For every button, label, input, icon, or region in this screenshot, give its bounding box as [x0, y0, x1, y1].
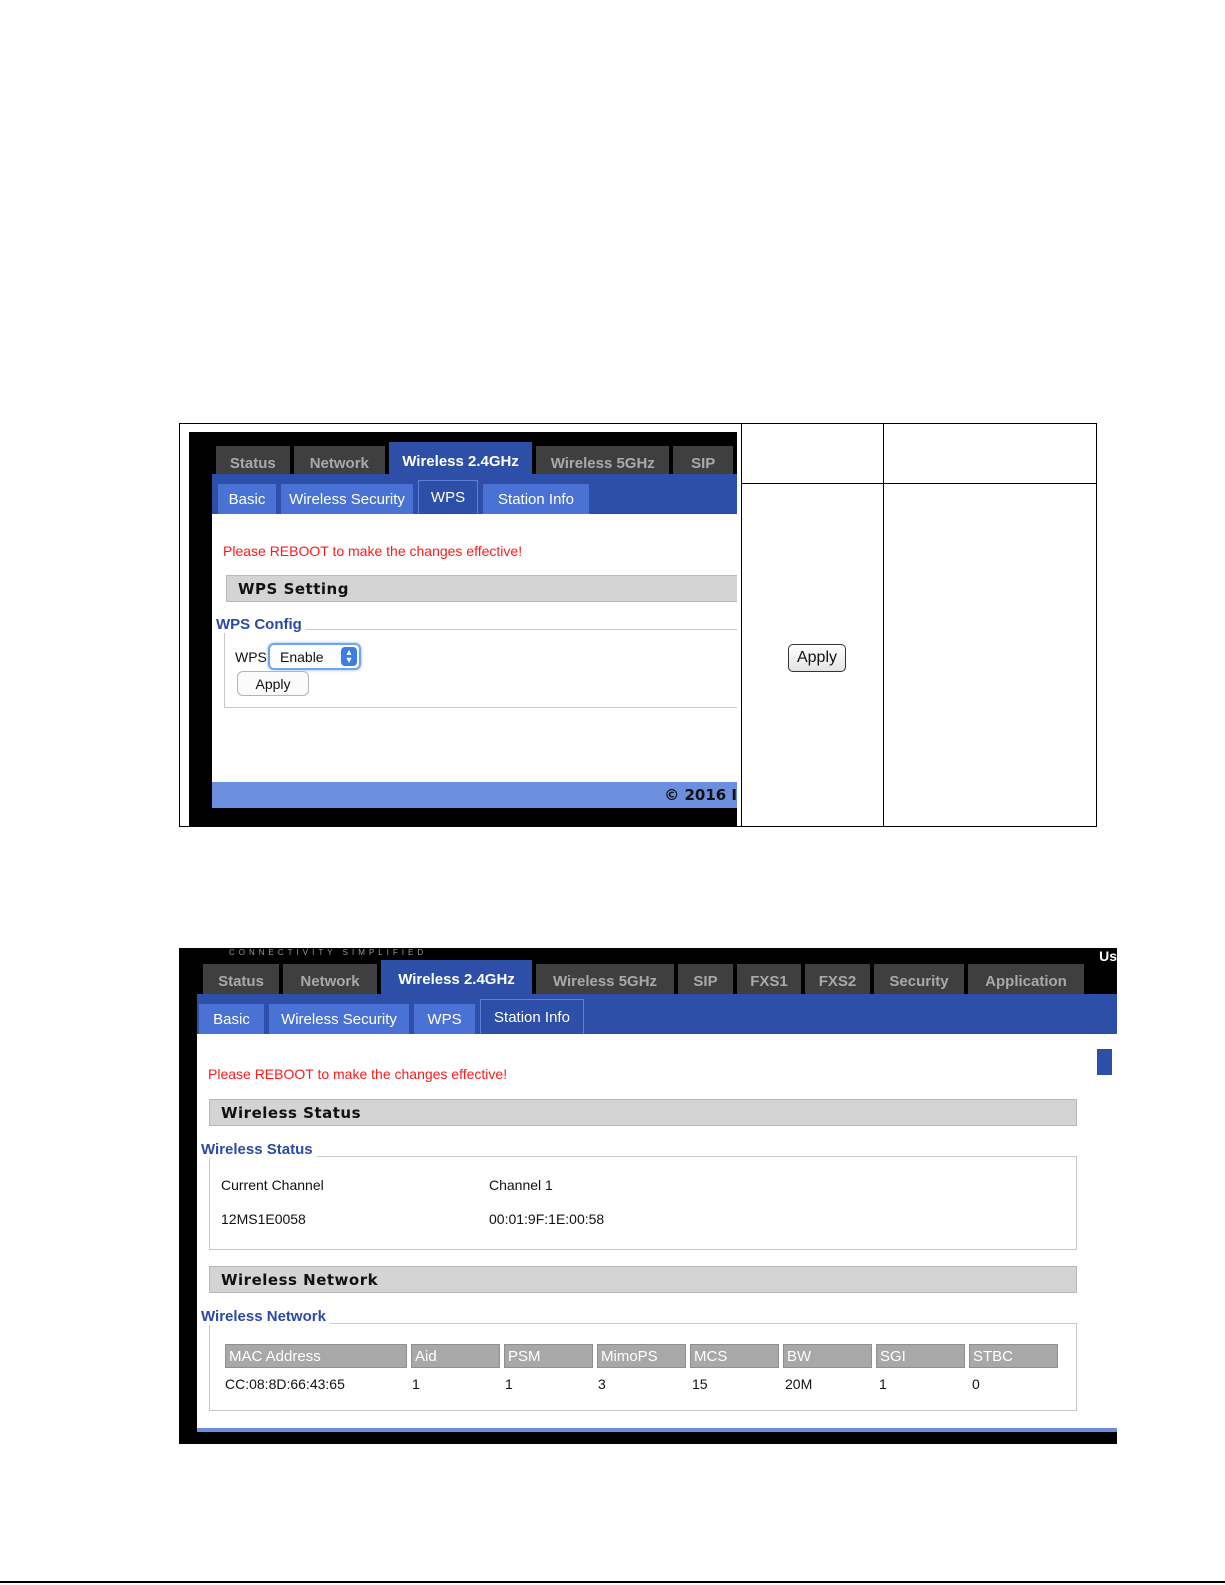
column-header-mimops: MimoPS: [597, 1344, 686, 1368]
wireless-status-legend: Wireless Status: [201, 1141, 317, 1158]
tab-network[interactable]: Network: [283, 964, 377, 998]
subtab-basic[interactable]: Basic: [218, 484, 276, 514]
brand-tagline: CONNECTIVITY SIMPLIFIED: [229, 948, 428, 957]
tab-status[interactable]: Status: [203, 964, 279, 998]
subtab-wps[interactable]: WPS: [418, 480, 478, 514]
table-cell-sgi: 1: [879, 1376, 887, 1392]
column-header-mcs: MCS: [690, 1344, 779, 1368]
footer-bar: [197, 1428, 1117, 1432]
tab-network[interactable]: Network: [294, 446, 385, 480]
status-value: Channel 1: [489, 1177, 553, 1193]
main-tab-bar: [203, 960, 1117, 998]
tab-security[interactable]: Security: [874, 964, 964, 998]
table-cell-bw: 20M: [785, 1376, 813, 1392]
select-arrows-icon: ▴ ▾: [341, 647, 357, 666]
station-info-panel: [197, 1034, 1117, 1428]
column-header-psm: PSM: [504, 1344, 593, 1368]
tab-sip[interactable]: SIP: [673, 446, 733, 480]
table-divider: [741, 483, 1096, 484]
wireless-status-section: Wireless Status: [209, 1099, 1077, 1126]
subtab-wireless-security[interactable]: Wireless Security: [269, 1004, 409, 1034]
sub-tab-bar: [197, 994, 1117, 1034]
subtab-wps[interactable]: WPS: [414, 1004, 475, 1034]
status-label: Current Channel: [221, 1177, 324, 1193]
subtab-station-info[interactable]: Station Info: [480, 999, 584, 1034]
column-header-sgi: SGI: [876, 1344, 965, 1368]
subtab-basic[interactable]: Basic: [199, 1004, 264, 1034]
tab-status[interactable]: Status: [216, 446, 290, 480]
column-header-bw: BW: [783, 1344, 872, 1368]
page-bottom-rule: [0, 1581, 1225, 1583]
table-cell-mimops: 3: [598, 1376, 606, 1392]
subtab-station-info[interactable]: Station Info: [483, 484, 589, 514]
user-label: Us: [1099, 948, 1117, 964]
table-divider: [883, 424, 884, 826]
reboot-notice: Please REBOOT to make the changes effective!: [208, 1066, 508, 1082]
reboot-notice: Please REBOOT to make the changes effective!: [223, 543, 523, 559]
wireless-status-fieldset: [209, 1156, 1077, 1250]
side-button-cut[interactable]: [1097, 1049, 1112, 1075]
wps-select-value: Enable: [280, 648, 324, 665]
tab-fxs2[interactable]: FXS2: [805, 964, 870, 998]
wps-select[interactable]: [268, 643, 361, 670]
tab-wireless-24ghz[interactable]: Wireless 2.4GHz: [381, 960, 532, 998]
wps-content-panel: [212, 514, 737, 782]
tab-wireless-5ghz[interactable]: Wireless 5GHz: [536, 964, 674, 998]
table-cell-psm: 1: [505, 1376, 513, 1392]
tab-wireless-5ghz[interactable]: Wireless 5GHz: [536, 446, 669, 480]
status-label: 12MS1E0058: [221, 1211, 306, 1227]
status-value: 00:01:9F:1E:00:58: [489, 1211, 605, 1227]
apply-button[interactable]: Apply: [237, 671, 309, 696]
section-title: WPS Setting: [226, 575, 737, 602]
tab-sip[interactable]: SIP: [678, 964, 733, 998]
apply-button-illustration[interactable]: Apply: [788, 644, 846, 672]
wps-screenshot: [189, 432, 737, 826]
wireless-network-legend: Wireless Network: [201, 1308, 330, 1325]
station-info-screenshot: [179, 948, 1117, 1444]
table-cell-aid: 1: [412, 1376, 420, 1392]
table-cell-mac: CC:08:8D:66:43:65: [225, 1376, 345, 1392]
footer-bar: © 2016 I: [212, 782, 737, 808]
tab-fxs1[interactable]: FXS1: [737, 964, 801, 998]
column-header-aid: Aid: [411, 1344, 500, 1368]
column-header-mac: MAC Address: [225, 1344, 407, 1368]
column-header-stbc: STBC: [969, 1344, 1058, 1368]
tab-application[interactable]: Application: [968, 964, 1084, 998]
subtab-wireless-security[interactable]: Wireless Security: [281, 484, 413, 514]
table-divider: [741, 424, 742, 826]
wireless-network-section: Wireless Network: [209, 1266, 1077, 1293]
table-cell-stbc: 0: [972, 1376, 980, 1392]
sub-tab-bar: [212, 474, 737, 514]
wps-config-legend: WPS Config: [216, 616, 306, 633]
table-cell-mcs: 15: [692, 1376, 708, 1392]
wps-label: WPS: [235, 649, 267, 665]
tab-wireless-24ghz[interactable]: Wireless 2.4GHz: [389, 442, 532, 480]
